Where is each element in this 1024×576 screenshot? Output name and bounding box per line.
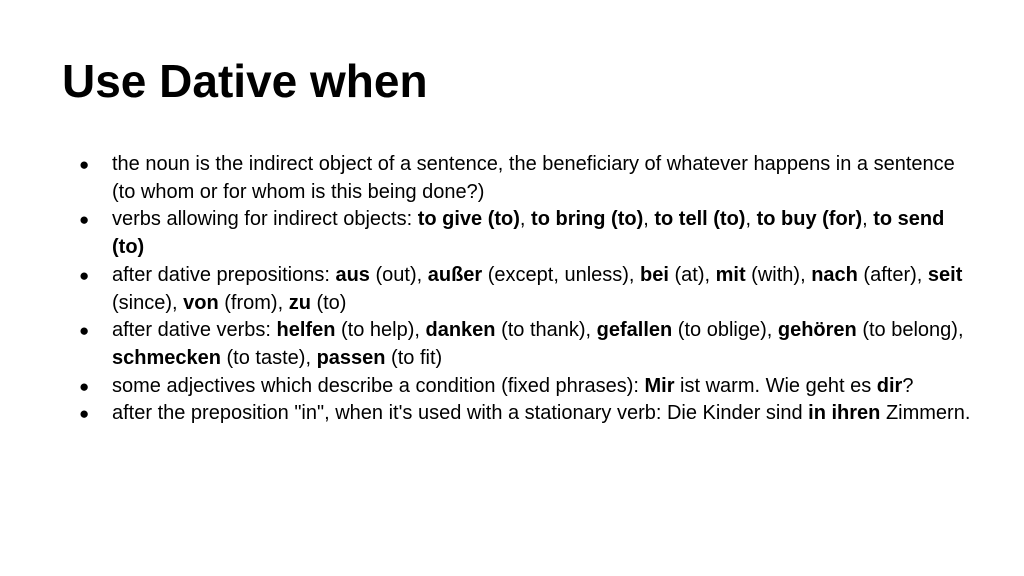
bullet-text: (to oblige), [672, 319, 778, 342]
bullet-bold-term: to send (to) [112, 208, 945, 259]
bullet-bold-term: in ihren [808, 402, 881, 425]
bullet-bold-term: gefallen [596, 319, 673, 342]
bullet-text: ist warm. Wie geht es [674, 374, 877, 397]
bullet-text: after dative verbs: [112, 319, 277, 342]
bullet-text: (after), [857, 263, 928, 286]
bullet-bold-term: mit [715, 263, 746, 286]
bullet-list [62, 151, 972, 428]
bullet-bold-term: bei [640, 263, 669, 286]
bullet-text: the noun is the indirect object of a sentence, the beneficiary of whatever happens in a sentence (to whom or for whom is this being done?) [112, 153, 955, 203]
bullet-text: (to belong), [856, 319, 964, 342]
bullet-text: some adjectives which describe a condition (fixed phrases): [112, 374, 645, 397]
bullet-bold-term: schmecken [112, 346, 221, 369]
bullet-text: after the preposition "in", when it's used with a stationary verb: Die Kinder sind [112, 402, 809, 425]
bullet-dot-icon: ● [79, 321, 90, 341]
bullet-text: (since), [112, 291, 184, 314]
bullet-item [62, 151, 972, 206]
bullet-text: (to) [310, 291, 347, 314]
bullet-text: (from), [218, 291, 289, 314]
bullet-bold-term: nach [811, 263, 858, 286]
bullet-text: (to taste), [220, 346, 317, 369]
bullet-text: (except, unless), [482, 263, 641, 286]
bullet-item [62, 206, 972, 261]
bullet-bold-term: passen [316, 346, 386, 369]
bullet-bold-term: to buy (for) [756, 208, 863, 231]
bullet-bold-term: to bring (to) [531, 208, 644, 231]
bullet-bold-term: Mir [644, 374, 675, 397]
bullet-bold-term: to tell (to) [654, 208, 746, 231]
bullet-text: , [862, 208, 874, 231]
bullet-item [62, 317, 972, 372]
bullet-text: verbs allowing for indirect objects: [112, 208, 418, 231]
bullet-bold-term: außer [427, 263, 483, 286]
bullet-dot-icon: ● [79, 376, 90, 396]
bullet-item [62, 262, 972, 317]
bullet-dot-icon: ● [79, 210, 90, 230]
bullet-item [62, 373, 972, 401]
bullet-text: Zimmern. [880, 402, 971, 425]
bullet-text: (with), [745, 263, 812, 286]
bullet-bold-term: zu [288, 291, 311, 314]
bullet-bold-term: danken [425, 319, 496, 342]
bullet-bold-term: dir [876, 374, 903, 397]
bullet-text: ? [902, 374, 914, 397]
bullet-text: , [643, 208, 655, 231]
bullet-text: (to help), [335, 319, 426, 342]
bullet-text: , [745, 208, 757, 231]
bullet-text: (out), [369, 263, 428, 286]
bullet-text: , [519, 208, 532, 231]
bullet-bold-term: to give (to) [417, 208, 520, 231]
bullet-bold-term: von [183, 291, 219, 314]
bullet-dot-icon: ● [79, 265, 90, 285]
bullet-bold-term: helfen [276, 319, 336, 342]
bullet-text: (at), [668, 263, 716, 286]
bullet-text: (to thank), [495, 319, 597, 342]
bullet-text: after dative prepositions: [112, 263, 336, 286]
bullet-bold-term: aus [335, 263, 370, 286]
bullet-bold-term: gehören [777, 319, 857, 342]
bullet-item [62, 400, 972, 428]
slide-title: Use Dative when [62, 55, 428, 107]
bullet-dot-icon: ● [79, 404, 90, 424]
bullet-bold-term: seit [927, 263, 963, 286]
bullet-dot-icon: ● [79, 155, 90, 174]
bullet-text: (to fit) [385, 346, 443, 369]
